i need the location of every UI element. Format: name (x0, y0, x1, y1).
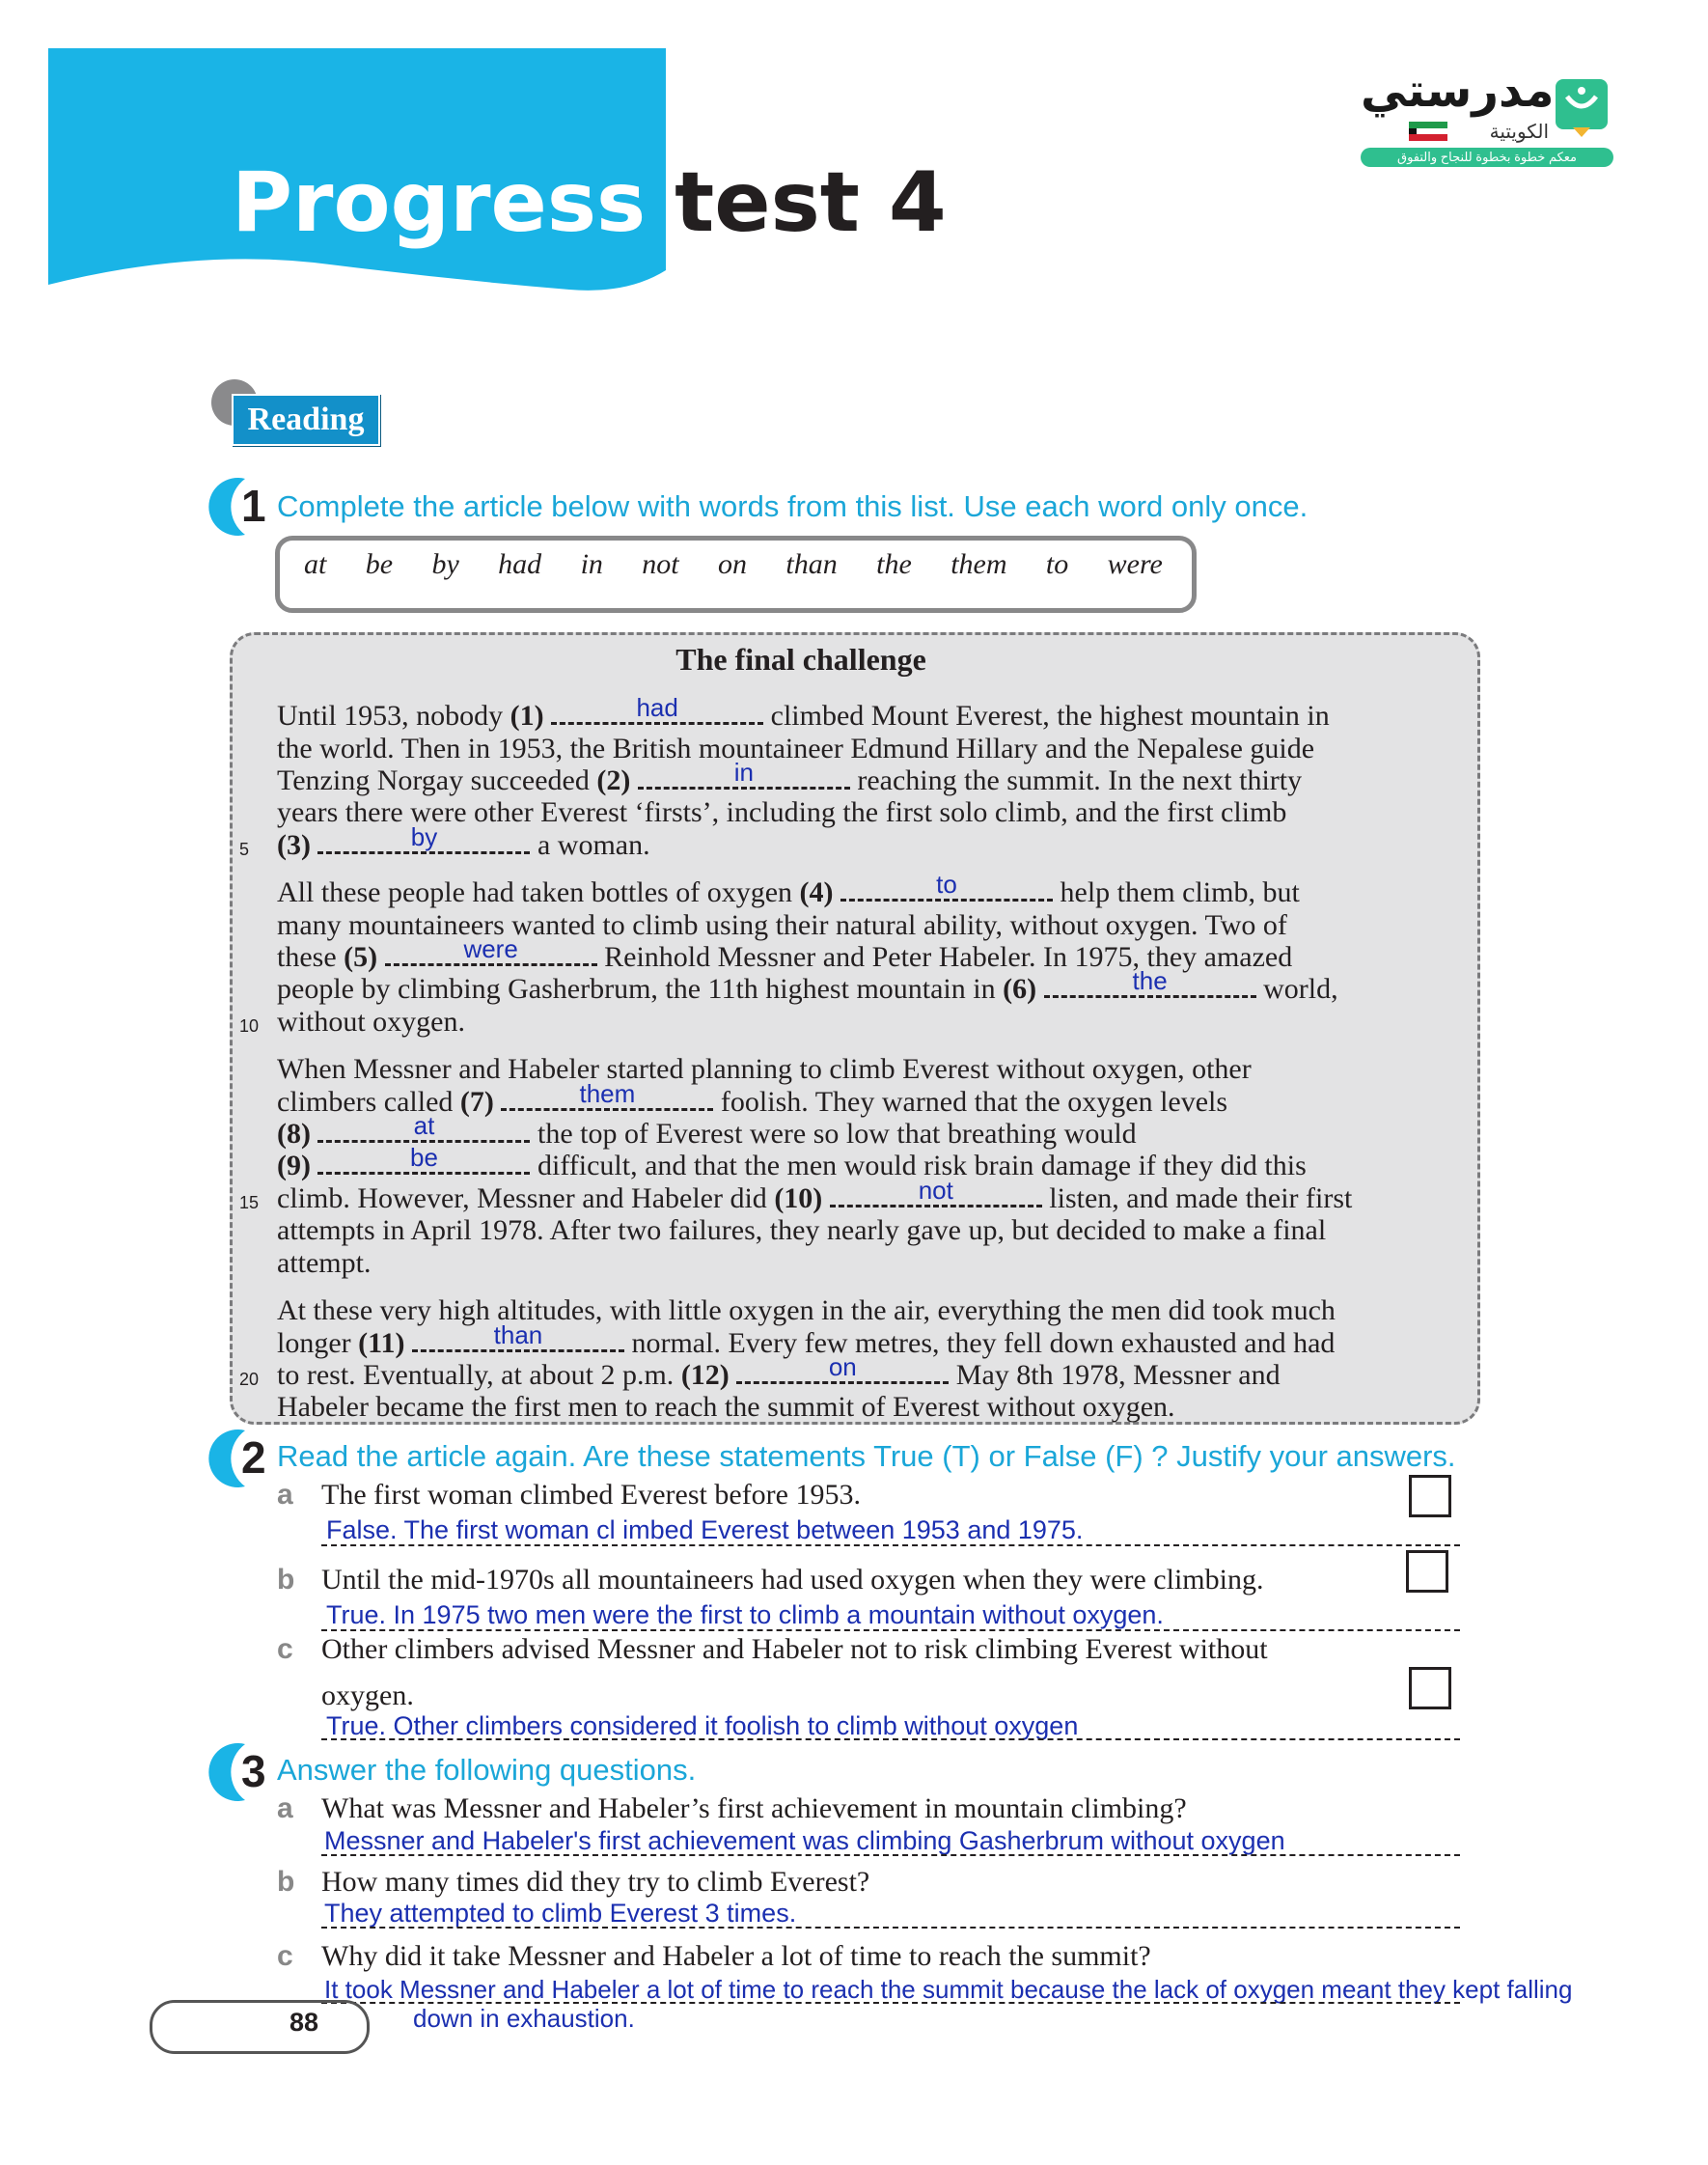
article-line: (9) be difficult, and that the men would risk brain damage if they did this (277, 1143, 1307, 1181)
word-item: had (498, 548, 542, 580)
answer-blank[interactable]: were (385, 950, 597, 966)
word-item: were (1107, 548, 1163, 580)
article-line: years there were other Everest ‘firsts’, including the first solo climb, and the first climb (277, 796, 1287, 828)
book-logo-icon (1554, 77, 1610, 137)
handwritten-answer: It took Messner and Habeler a lot of time to reach the summit because the lack of oxygen meant they kept falling (324, 1975, 1573, 2004)
true-false-checkbox[interactable] (1409, 1667, 1451, 1709)
article-line: At these very high altitudes, with little oxygen in the air, everything the men did took much (277, 1294, 1336, 1326)
answer-blank[interactable]: at (317, 1126, 530, 1143)
handwritten-answer: True. In 1975 two men were the first to climb a mountain without oxygen. (326, 1600, 1164, 1629)
handwritten-answer: True. Other climbers considered it foolish to climb without oxygen (326, 1711, 1079, 1740)
kuwait-flag-icon (1409, 122, 1447, 141)
answer-blank[interactable]: not (830, 1191, 1042, 1207)
word-list (304, 548, 1163, 581)
statement-text-cont: oxygen. (321, 1679, 414, 1711)
answer-blank[interactable]: be (317, 1158, 530, 1175)
answer-blank[interactable]: had (551, 708, 763, 725)
article-line: longer (11) than normal. Every few metres, they fell down exhausted and had (277, 1320, 1336, 1359)
answer-blank[interactable]: to (840, 885, 1053, 902)
page-title-part2: test 4 (675, 154, 947, 251)
question-instruction: Answer the following questions. (277, 1753, 697, 1787)
answer-line[interactable] (321, 1544, 1460, 1546)
item-letter: a (277, 1792, 293, 1824)
answer-line[interactable] (321, 1629, 1460, 1631)
word-item: in (580, 548, 603, 580)
line-number: 15 (239, 1193, 260, 1212)
handwritten-answer-cont: down in exhaustion. (413, 2004, 635, 2033)
logo-tagline: معكم خطوة بخطوة للنجاح والتفوق (1361, 148, 1613, 167)
word-item: the (876, 548, 912, 580)
article-line: attempt. (277, 1247, 372, 1279)
word-item: on (718, 548, 748, 580)
answer-line[interactable] (321, 1738, 1460, 1740)
statement-text: Until the mid-1970s all mountaineers had used oxygen when they were climbing. (321, 1564, 1264, 1596)
word-item: be (365, 548, 394, 580)
article-line: people by climbing Gasherbrum, the 11th highest mountain in (6) the world, (277, 966, 1338, 1005)
article-line: many mountaineers wanted to climb using their natural ability, without oxygen. Two of (277, 909, 1287, 941)
question-text: Why did it take Messner and Habeler a lot of time to reach the summit? (321, 1940, 1151, 1972)
article-line: Habeler became the first men to reach the summit of Everest without oxygen. (277, 1391, 1175, 1423)
answer-blank[interactable]: the (1044, 982, 1256, 998)
item-letter: b (277, 1564, 295, 1596)
question-number: 3 (241, 1746, 266, 1796)
article-line: (3) by a woman. (277, 822, 650, 861)
article-line: climb. However, Messner and Habeler did (10) not listen, and made their first (277, 1176, 1353, 1214)
answer-line[interactable] (321, 1927, 1460, 1929)
answer-line[interactable] (321, 2002, 1460, 2004)
question-instruction: Read the article again. Are these statements True (T) or False (F) ? Justify your answers. (277, 1439, 1456, 1473)
article-line: without oxygen. (277, 1006, 465, 1038)
article-line: When Messner and Habeler started planning to climb Everest without oxygen, other (277, 1053, 1252, 1085)
article-line: All these people had taken bottles of oxygen (4) to help them climb, but (277, 870, 1300, 908)
answer-blank[interactable]: in (638, 773, 850, 790)
item-letter: a (277, 1479, 293, 1511)
handwritten-answer: Messner and Habeler's first achievement was climbing Gasherbrum without oxygen (324, 1826, 1285, 1855)
page-title (232, 154, 947, 251)
section-label: Reading (232, 394, 380, 446)
line-number: 10 (239, 1016, 260, 1036)
line-number: 5 (239, 840, 250, 859)
article-title: The final challenge (675, 642, 926, 677)
line-number: 20 (239, 1370, 260, 1389)
article-line: Tenzing Norgay succeeded (2) in reaching the summit. In the next thirty (277, 758, 1303, 796)
question-text: What was Messner and Habeler’s first achievement in mountain climbing? (321, 1792, 1187, 1824)
question-text: How many times did they try to climb Everest? (321, 1866, 870, 1898)
answer-blank[interactable]: by (317, 838, 530, 854)
question-number: 2 (241, 1432, 266, 1483)
statement-text: Other climbers advised Messner and Habeler not to risk climbing Everest without (321, 1633, 1268, 1665)
word-item: than (785, 548, 838, 580)
true-false-checkbox[interactable] (1409, 1475, 1451, 1517)
question-instruction: Complete the article below with words from this list. Use each word only once. (277, 489, 1309, 523)
article-line: climbers called (7) them foolish. They warned that the oxygen levels (277, 1079, 1228, 1118)
article-line: the world. Then in 1953, the British mountaineer Edmund Hillary and the Nepalese guide (277, 733, 1315, 764)
article-line: (8) at the top of Everest were so low that breathing would (277, 1111, 1137, 1150)
statement-text: The first woman climbed Everest before 1953. (321, 1479, 861, 1511)
word-item: at (304, 548, 327, 580)
item-letter: c (277, 1940, 293, 1972)
page-title-part1: Progress (232, 154, 647, 251)
word-item: not (642, 548, 679, 580)
word-item: by (431, 548, 459, 580)
answer-blank[interactable]: on (736, 1368, 949, 1384)
true-false-checkbox[interactable] (1406, 1550, 1448, 1593)
logo-subtitle: الكويتية (1489, 122, 1549, 143)
brand-logo (1361, 58, 1621, 174)
answer-blank[interactable]: them (501, 1095, 713, 1111)
handwritten-answer: False. The first woman cl imbed Everest between 1953 and 1975. (326, 1515, 1084, 1544)
article-line: these (5) were Reinhold Messner and Peter Habeler. In 1975, they amazed (277, 934, 1293, 973)
answer-blank[interactable]: than (412, 1336, 624, 1352)
item-letter: c (277, 1633, 293, 1665)
handwritten-answer: They attempted to climb Everest 3 times. (324, 1899, 797, 1928)
logo-name: مدرستي (1361, 66, 1555, 117)
article-line: Until 1953, nobody (1) had climbed Mount Everest, the highest mountain in (277, 693, 1330, 732)
page-number: 88 (289, 2008, 319, 2037)
article-line: attempts in April 1978. After two failures, they nearly gave up, but decided to make a final (277, 1214, 1327, 1246)
word-item: to (1045, 548, 1069, 580)
item-letter: b (277, 1866, 295, 1898)
question-number: 1 (241, 481, 266, 531)
word-item: them (950, 548, 1007, 580)
article-line: to rest. Eventually, at about 2 p.m. (12) on May 8th 1978, Messner and (277, 1352, 1281, 1391)
answer-line[interactable] (321, 1854, 1460, 1856)
